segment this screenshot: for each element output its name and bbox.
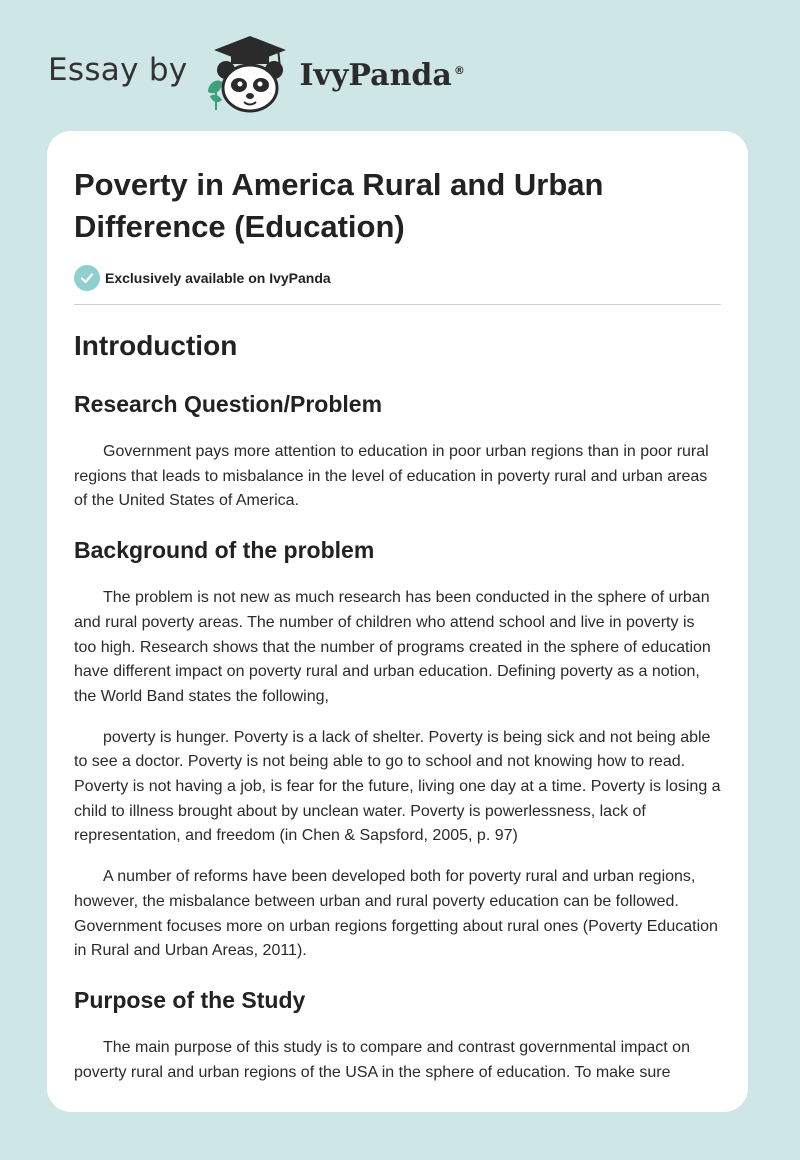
- paragraph-purpose: The main purpose of this study is to compare and contrast governmental impact on poverty rural and urban regions of the USA in the sphere of education. To make sure: [74, 1038, 690, 1081]
- essay-title: Poverty in America Rural and Urban Difference (Education): [74, 167, 604, 244]
- section-introduction: Introduction: [74, 330, 238, 361]
- logo-prefix: Essay by: [48, 52, 188, 88]
- panda-graduate-icon: [204, 34, 296, 114]
- exclusive-label: Exclusively available on IvyPanda: [105, 270, 331, 286]
- heading-research-question: Research Question/Problem: [74, 391, 383, 417]
- essay-card: [47, 131, 748, 1112]
- logo-brand-text: IvyPanda: [299, 57, 452, 93]
- exclusive-badge: [74, 265, 721, 291]
- registered-mark: ®: [453, 63, 465, 77]
- paragraph-background: The problem is not new as much research has been conducted in the sphere of urban and rural poverty areas. The number of children who attend school and live in poverty is too high. Research shows that the number of programs created in the sphere of education have different impact on poverty rural and urban education. Defining poverty as a notion, the World Band states the following,: [74, 589, 711, 705]
- paragraph-research: Government pays more attention to education in poor urban regions than in poor rural regions that leads to misbalance in the level of education in poverty rural and urban areas of the United States of America.: [74, 443, 709, 510]
- logo-brand: [300, 58, 465, 93]
- paragraph-quote: poverty is hunger. Poverty is a lack of shelter. Poverty is being sick and not being able to see a doctor. Poverty is not being able to go to school and not knowing how to read. Poverty is not having a job, is fear for the future, living one day at a time. Poverty is losing a child to illness brought about by unclean water. Poverty is powerlessness, lack of representation, and freedom (in Chen & Sapsford, 2005, p. 97): [74, 728, 721, 845]
- title-divider: [74, 304, 721, 305]
- paragraph-reforms: A number of reforms have been developed both for poverty rural and urban regions, however, the misbalance between urban and rural poverty education can be followed. Government focuses more on urban regions forgetting about rural ones (Poverty Education in Rural and Urban Areas, 2011).: [74, 868, 718, 960]
- heading-purpose: Purpose of the Study: [74, 986, 306, 1013]
- heading-background: Background of the problem: [74, 537, 375, 564]
- site-logo[interactable]: [48, 34, 465, 114]
- check-circle-icon: [74, 265, 100, 291]
